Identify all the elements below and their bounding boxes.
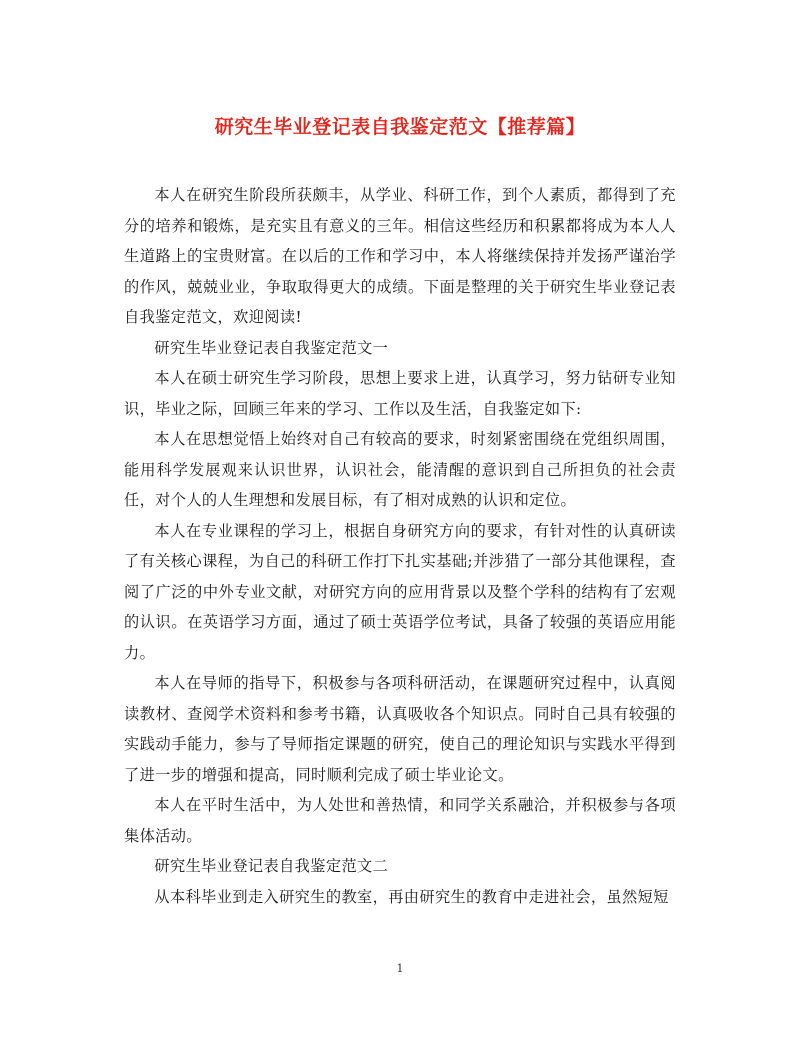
document-body [124,180,676,912]
paragraph: 本人在思想觉悟上始终对自己有较高的要求，时刻紧密围绕在党组织周围，能用科学发展观来认识世界，认识社会，能清醒的意识到自己所担负的社会责任，对个人的人生理想和发展目标，有了相对成熟的认识和定位。 [124,430,676,509]
paragraph: 本人在硕士研究生学习阶段，思想上要求上进，认真学习，努力钻研专业知识，毕业之际，回顾三年来的学习、工作以及生活，自我鉴定如下: [124,369,676,418]
paragraph: 从本科毕业到走入研究生的教室，再由研究生的教育中走进社会，虽然短短 [154,887,669,906]
intro-paragraph: 本人在研究生阶段所获颇丰，从学业、科研工作，到个人素质，都得到了充分的培养和锻炼，是充实且有意义的三年。相信这些经历和积累都将成为本人人生道路上的宝贵财富。在以后的工作和学习中，本人将继续保持并发扬严谨治学的作风，兢兢业业，争取取得更大的成绩。下面是整理的关于研究生毕业登记表自我鉴定范文，欢迎阅读! [124,186,676,326]
page-number: 1 [396,962,404,975]
section-heading-1: 研究生毕业登记表自我鉴定范文一 [154,338,389,357]
paragraph: 本人在专业课程的学习上，根据自身研究方向的要求，有针对性的认真研读了有关核心课程，为自己的科研工作打下扎实基础;并涉猎了一部分其他课程，查阅了广泛的中外专业文献，对研究方向的应用背景以及整个学科的结构有了宏观的认识。在英语学习方面，通过了硕士英语学位考试，具备了较强的英语应用能力。 [124,521,676,662]
paragraph: 本人在导师的指导下，积极参与各项科研活动，在课题研究过程中，认真阅读教材、查阅学术资料和参考书籍，认真吸收各个知识点。同时自己具有较强的实践动手能力，参与了导师指定课题的研究，使自己的理论知识与实践水平得到了进一步的增强和提高，同时顺利完成了硕士毕业论文。 [124,674,676,784]
document-title: 研究生毕业登记表自我鉴定范文【推荐篇】 [214,116,586,138]
section-heading-2: 研究生毕业登记表自我鉴定范文二 [154,857,389,875]
paragraph: 本人在平时生活中，为人处世和善热情，和同学关系融洽，并积极参与各项集体活动。 [124,796,676,845]
